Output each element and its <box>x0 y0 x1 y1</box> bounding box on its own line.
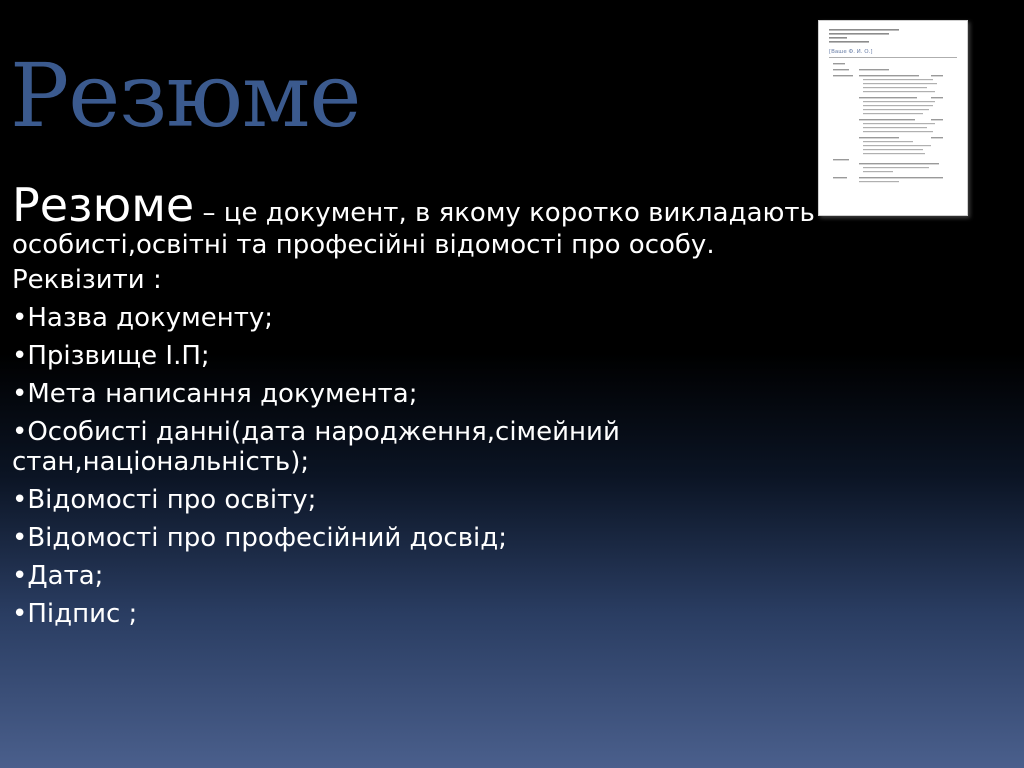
requisites-label: Реквізити : <box>12 265 162 295</box>
slide-body <box>12 180 912 629</box>
list-item: •Особисті данні(дата народження,сімейний стан,національність); <box>12 417 620 477</box>
list-item: •Мета написання документа; <box>12 379 418 409</box>
list-item: •Відомості про освіту; <box>12 485 317 515</box>
list-item: •Підпис ; <box>12 599 138 629</box>
list-item: •Назва документу; <box>12 303 274 333</box>
list-item: •Прізвище І.П; <box>12 341 210 371</box>
definition-term: Резюме <box>12 178 195 232</box>
slide-title: Резюме <box>10 44 361 147</box>
thumbnail-name-placeholder: [Ваше Ф. И. О.] <box>829 49 873 55</box>
definition-paragraph <box>12 180 912 260</box>
requisites-list <box>12 303 912 629</box>
list-item: •Відомості про професійний досвід; <box>12 523 507 553</box>
list-item: •Дата; <box>12 561 104 591</box>
definition-text: – це документ, в якому коротко викладають особисті,освітні та професійні відомості про особу. <box>12 198 815 260</box>
